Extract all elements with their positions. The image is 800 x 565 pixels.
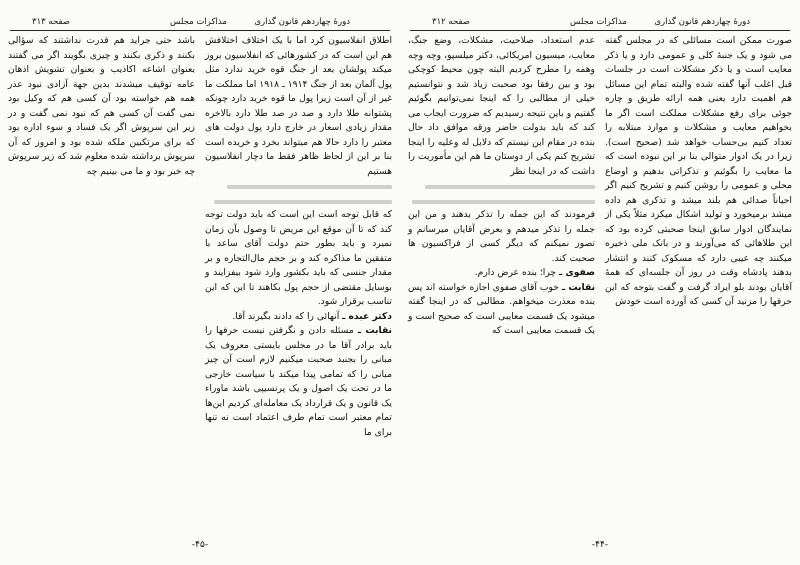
column-right (605, 34, 792, 524)
page-number-label: صفحه ۳۱۲ (432, 17, 470, 27)
page-312 (400, 0, 800, 565)
column-left (8, 34, 195, 524)
speaker-paragraph (408, 266, 595, 281)
speaker-name: دکتر عبده ـ (342, 310, 392, 322)
column-right (205, 34, 392, 524)
text-line (408, 179, 595, 194)
paragraph: باشد حتی جراید هم قدرت نداشتند که سؤالی بکنند و ذکری بکنند و چیزی بگویند اگر می گفتند بعنوان اشاعه اکاذیب و بعنوان تشویش اذهان عامه توقیف میشدند بدین جهة آزادی نبود عذر همه هم خواسته بود آن کسی هم که وکیل بود نمی گفت آن کسی هم که نبود نمی گفت و در زیر این سرپوش اگر یک فساد و سوء اداره بود که برای مرتکبین ملکه شده بود و امروز که آن سرپوش برداشته شده معلوم شد که زیر سرپوش چه خبر بود و ما می بینیم چه (8, 35, 195, 177)
text-line (408, 194, 595, 209)
speaker-name: صفوی ـ (558, 267, 595, 278)
speech-text: چرا؛ بنده عرض دارم. (474, 267, 557, 278)
page-footer-number: -۴۴- (591, 540, 609, 550)
page-number-label: صفحه ۳۱۳ (32, 17, 70, 27)
page-header (410, 16, 790, 31)
speaker-name: نقابت ـ (561, 281, 596, 293)
text-columns (408, 34, 792, 524)
paragraph: اطلاق انفلاسیون کرد اما با یک اختلاف اختلافش هم این است که در کشورهائی که انفلاسیون بروز میکند پولشان بعد از جنگ قوه خرید ندارد مثل پول آلمان بعد از جنگ ۱۹۱۴ ـ ۱۹۱۸ اما مملکت ما غیر از آن است زیرا پول ما قوه خرید دارد چونکه پشتوانه طلا دارد و صد در صد طلا دارد بالاخره مقدار زیادی اسعار در خارج دارد پول دولت های معتبر را دارد حالا هم میتواند بخرد و خریده است بنا بر این از لحاظ ظاهر فقط ما دچار انفلاسیون هستیم (205, 35, 392, 177)
period-title: دورهٔ چهاردهم قانون گذاری (254, 17, 350, 27)
text-columns (8, 34, 392, 524)
text-line (205, 194, 392, 209)
paragraph: که قابل توجه است این است که باید دولت توجه کند که تا آن موقع این مریض تا وصول بآن زمان نمیرد و باید بطور حتم دولت آقای ساعد با متفقین ما مذاکره کند و بر حجم مال‌التجاره و بر مقدار جنسی که باید بکشور وارد شود بیفزایند و بوسایل مقتضی از حجم پول بکاهند تا این که این تناسب برقرار شود. (205, 209, 392, 307)
page-footer-number: -۴۵- (191, 540, 209, 550)
speaker-name: نقابت ـ (357, 325, 393, 336)
paragraph: فرمودند که این جمله را تذکر بدهند و من این جمله را تذکر میدهم و بعرض آقایان میرسانم و تصور نمیکنم که دیگر کسی از فراکسیون ها صحبت کند. (408, 209, 595, 264)
running-title: مذاکرات مجلس (170, 17, 227, 27)
text-line (205, 179, 392, 194)
period-title: دورهٔ چهاردهم قانون گذاری (654, 17, 750, 27)
speech-text: مسئله دادن و نگرفتن نیست حرفها را باید برادر آقا ما در مجلس بایستی معروف یک مبانی را بجنبد صحبت میکنیم لازم است آن چیز مبانی را که تمامی پیدا میکند با سیاست خارجی ما در تحت یک اصول و یک پرنسیپی باشد ماوراء یک قانون و یک قرارداد یک معامله‌ای کردیم این‌ها تمام معتبر است تمام طرف اعتماد است نه تنها برای ما (205, 325, 392, 438)
speech-text: آنهائی را که دادند بگیرند آقا. (232, 310, 340, 322)
page-header (10, 16, 390, 31)
column-left (408, 34, 595, 524)
illegible-lines (205, 179, 392, 208)
speaker-paragraph (408, 281, 595, 339)
running-title: مذاکرات مجلس (570, 17, 627, 27)
paragraph: عدم استعداد، صلاحیت، مشکلات، وضع جنگ، معایب، میسیون امریکائی، دکتر میلسپو، وچه وچه وهمه را مطرح کردیم البته چون محیط کوچکی بود و بین رفقا بود صحبت زیاد شد و نتوانستیم خیلی از مطالبی را که اینجا نمی‌توانیم بگوئیم گفتیم و باین نتیجه رسیدیم که ضرورت ایجاب می کند که باید بدولت حاضر ورقه موافق داد حال بنده در مقام این نیستم که دلایل له وعلیه را اینجا تشریح کنم یکی از دوستان ما هم این مأموریت را داشت که در اینجا نظر (408, 35, 595, 177)
paragraph: صورت ممکن است مسائلی که در مجلس گفته می شود و یک جنبهٔ کلی و عمومی دارد و یا ذکر معایب است و یا ذکر مشکلات است در جلسات قبل اغلب آنها گفته شده والبته تمام این مسائل هم اهمیت دارد یعنی همه ارائه طریق و چاره جوئی برای رفع مشکلات مملکت است اگر ما بخواهیم معایب و مشکلات و موارد مبتلابه را تعداد کنیم بی‌حساب خواهد شد (صحیح است). زیرا در یک ادوار متوالی بنا بر این نبوده است که ما معایب را بگوئیم و تذکراتی بدهیم و اوضاع محلی و عمومی را روشن کنیم و تشریح کنیم اگر احیاناً صدائی هم بلند میشد و تذکری هم داده میشد برمیخورد و تولید اشکال میکرد مثلاً یکی از نمایندگان ادوار سابق اینجا صحبتی کرده بود که این طلاهائی که می‌آورند و در بانک ملی ذخیره میکنند چه عیبی دارد که مسکوک کنند و انتشار بدهند پادشاه وقت در روز آن جلسه‌ای که همهٔ آقایان بودند بلو ایراد گرفت و گفت بتوجه که این حرفها را مزنید آن کسی که آورده است خودش (605, 35, 792, 307)
speaker-paragraph (205, 310, 392, 325)
speaker-paragraph (205, 324, 392, 440)
speech-text: خوب آقای صفوی اجازه خواسته اند پس بنده معذرت میخواهم. مطالبی که در اینجا گفته میشود یک قسمت معایبی است که صحیح است و یک قسمت معایبی است که (408, 281, 595, 336)
illegible-lines (408, 179, 595, 208)
